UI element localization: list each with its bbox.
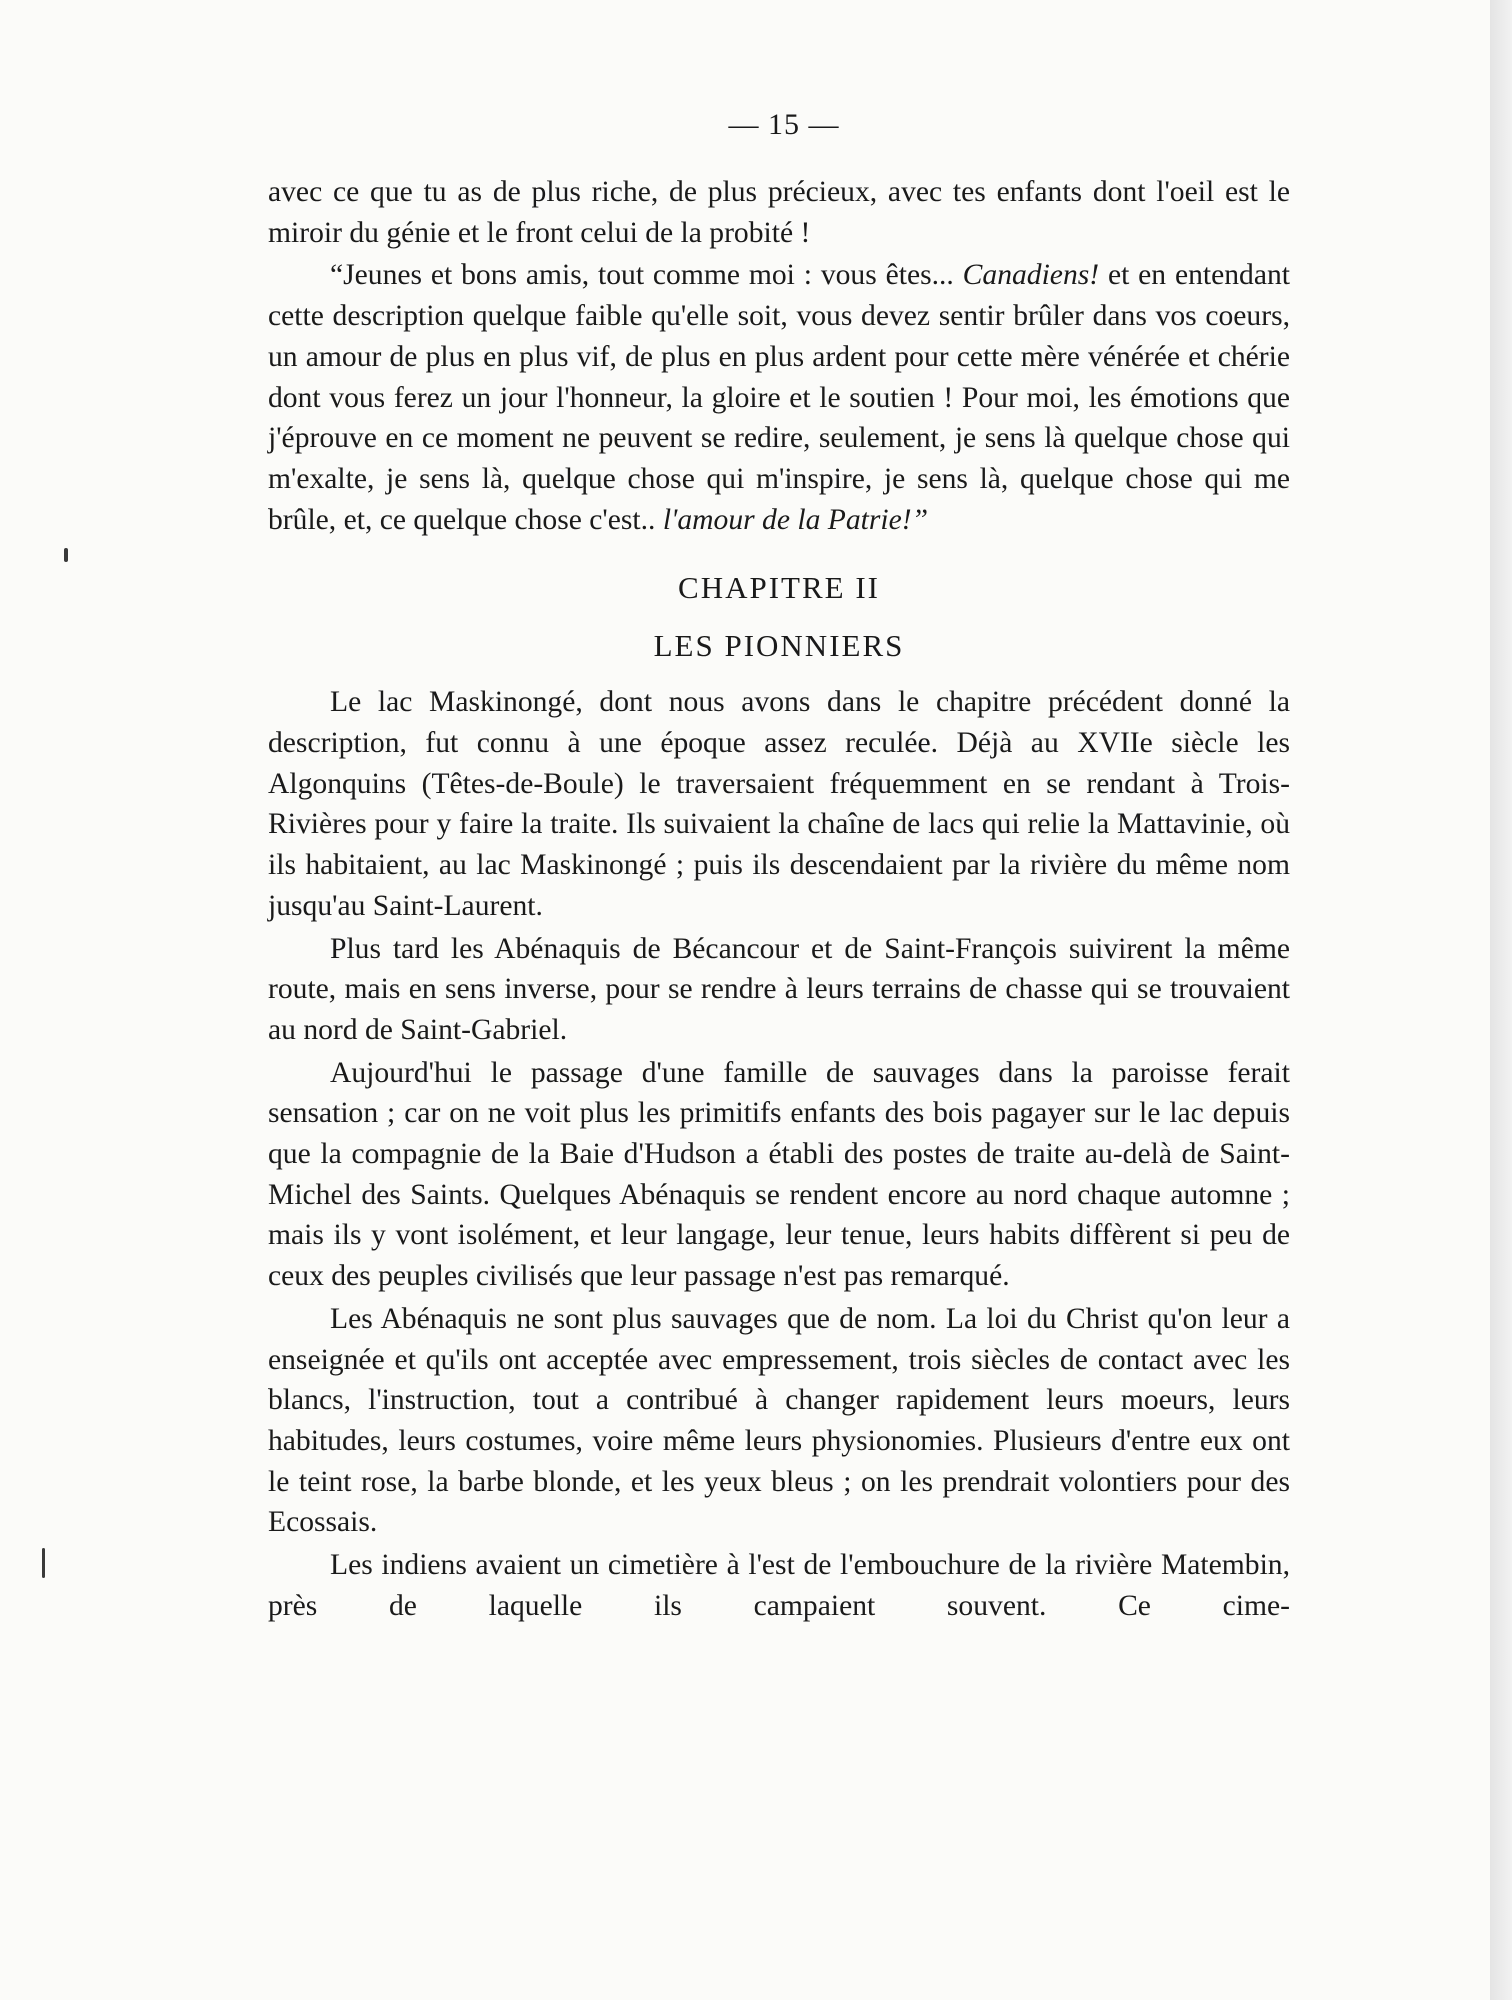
margin-mark [42,1548,45,1578]
chapter-title: CHAPITRE II [678,570,880,606]
chapter-heading [268,570,1290,664]
chapter-subtitle: LES PIONNIERS [653,628,905,664]
page-edge-shadow [1490,0,1512,2000]
page-number: — 15 — [728,108,840,141]
text-run: “Jeunes et bons amis, tout comme moi : vous êtes... [330,259,963,292]
paragraph: Les indiens avaient un cimetière à l'est de l'embouchure de la rivière Matembin, près de laquelle ils campaient souvent. Ce cime- [268,1549,1290,1622]
italic-text-run: l'amour de la Patrie!” [662,503,929,536]
paragraph: Les Abénaquis ne sont plus sauvages que de nom. La loi du Christ qu'on leur a enseignée et qu'ils ont acceptée avec empressement, trois siècles de contact avec les blancs, l'instruction, tout a contribué à changer rapidement leurs moeurs, leurs habitudes, leurs costumes, voire même leurs physionomies. Plusieurs d'entre eux ont le teint rose, la barbe blonde, et les yeux bleus ; on les prendrait volontiers pour des Ecossais. [268,1302,1290,1539]
paragraph [268,172,1290,253]
page-body [268,108,1290,1627]
top-text-block [268,172,1290,540]
chapter-text-block [268,682,1290,1626]
italic-text-run: Canadiens! [962,259,1100,292]
paragraph [268,255,1290,540]
paragraph: Plus tard les Abénaquis de Bécancour et de Saint-François suivirent la même route, mais en sens inverse, pour se rendre à leurs terrains de chasse qui se trouvaient au nord de Saint-Gabriel. [268,932,1290,1046]
paragraph: Aujourd'hui le passage d'une famille de sauvages dans la paroisse ferait sensation ; car on ne voit plus les primitifs enfants des bois pagayer sur le lac depuis que la compagnie de la Baie d'Hudson a établi des postes de traite au-delà de Saint-Michel des Saints. Quelques Abénaquis se rendent encore au nord chaque automne ; mais ils y vont isolément, et leur langage, leur tenue, leurs habits diffèrent si peu de ceux des peuples civilisés que leur passage n'est pas remarqué. [268,1056,1290,1293]
text-run: avec ce que tu as de plus riche, de plus précieux, avec tes enfants dont l'oeil est le miroir du génie et le front celui de la probité ! [268,176,1290,249]
text-run: et en entendant cette description quelque faible qu'elle soit, vous devez sentir brûler dans vos coeurs, un amour de plus en plus vif, de plus en plus ardent pour cette mère vénérée et chérie dont vous ferez un jour l'honneur, la gloire et le soutien ! Pour moi, les émotions que j'éprouve en ce moment ne peuvent se redire, seulement, je sens là quelque chose qui m'exalte, je sens là, quelque chose qui m'inspire, je sens là, quelque chose qui me brûle, et, ce quelque chose c'est.. [268,259,1290,536]
paragraph: Le lac Maskinongé, dont nous avons dans le chapitre précédent donné la description, fut connu à une époque assez reculée. Déjà au XVIIe siècle les Algonquins (Têtes-de-Boule) le traversaient fréquemment en se rendant à Trois-Rivières pour y faire la traite. Ils suivaient la chaîne de lacs qui relie la Mattavinie, où ils habitaient, au lac Maskinongé ; puis ils descendaient par la rivière du même nom jusqu'au Saint-Laurent. [268,686,1290,922]
margin-mark [64,548,68,562]
